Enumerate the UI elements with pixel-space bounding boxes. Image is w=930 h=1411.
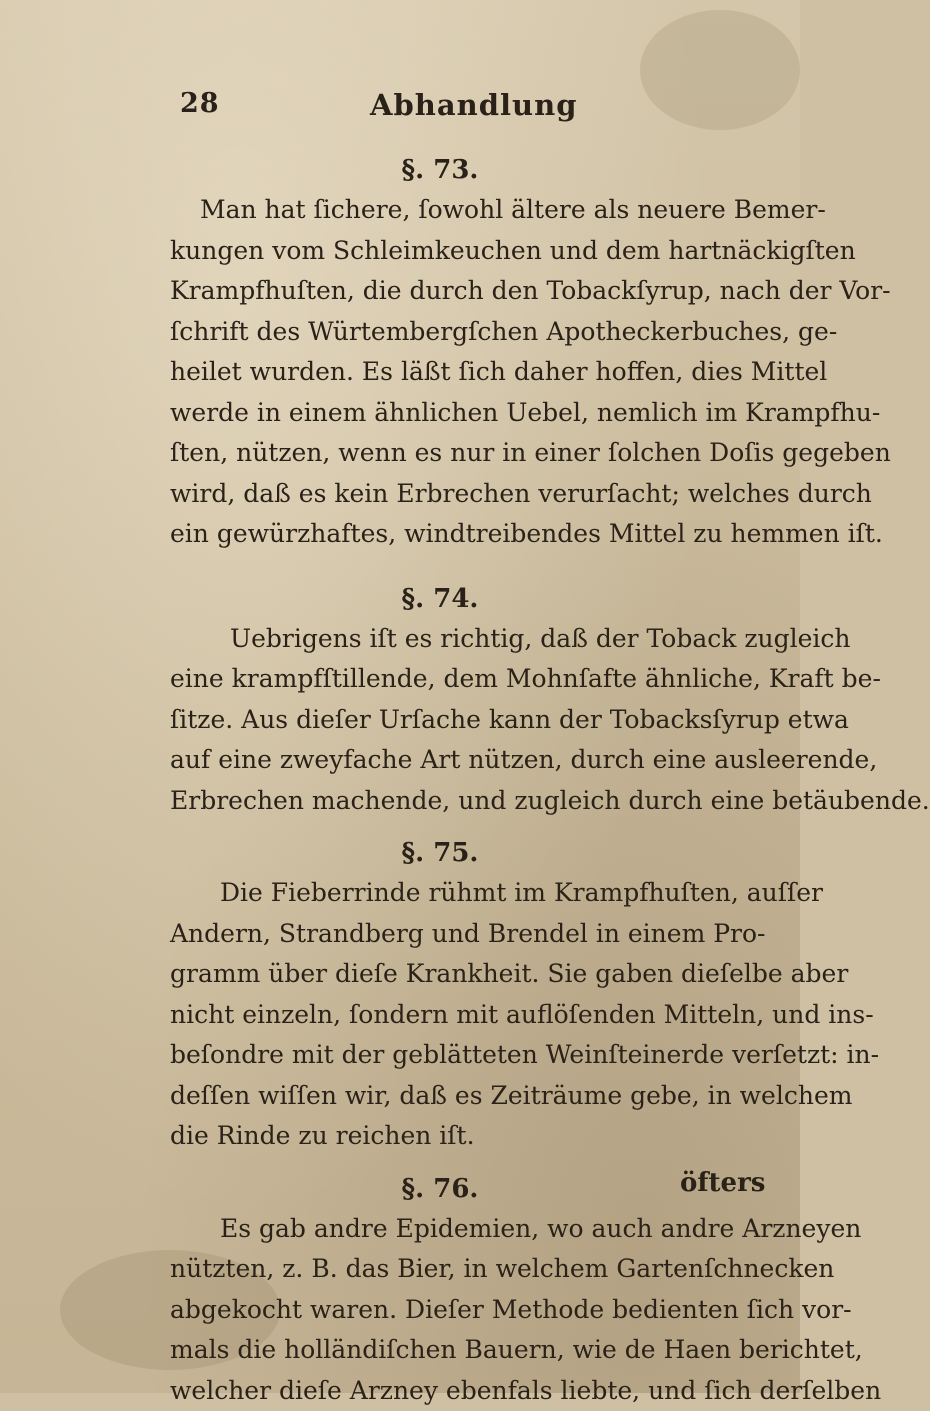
spacer (190, 555, 780, 579)
text-line: nicht einzeln, ſondern mit auflöſenden Mitteln, und ins- (170, 995, 780, 1036)
text-line: Krampfhuſten, die durch den Tobackſyrup, nach der Vor- (170, 271, 780, 312)
text-line: welcher dieſe Arzney ebenfals liebte, und ſich derſelben (170, 1371, 780, 1411)
text-line: ſitze. Aus dieſer Urſache kann der Tobacksſyrup etwa (170, 700, 780, 741)
text-line: Andern, Strandberg und Brendel in einem Pro- (170, 914, 780, 955)
page-header (180, 88, 600, 128)
text-line: mals die holländiſchen Bauern, wie de Haen berichtet, (170, 1330, 780, 1371)
text-line: wird, daß es kein Erbrechen verurſacht; welches durch (170, 474, 780, 515)
text-line: ein gewürzhaftes, windtreibendes Mittel zu hemmen iſt. (170, 514, 780, 555)
text-line: eine krampfſtillende, dem Mohnſafte ähnliche, Kraft be- (170, 659, 780, 700)
text-line: Die Fieberrinde rühmt im Krampfhuſten, auſſer (190, 873, 780, 914)
text-line: kungen vom Schleimkeuchen und dem hartnäckigſten (170, 231, 780, 272)
paper-stain (640, 10, 800, 130)
text-line: Uebrigens iſt es richtig, daß der Toback zugleich (190, 619, 780, 660)
text-line: beſondre mit der geblätteten Weinſteinerde verſetzt: in- (170, 1035, 780, 1076)
text-line: Erbrechen machende, und zugleich durch eine betäubende. (170, 781, 780, 822)
text-line: Man hat ſichere, ſowohl ältere als neuere Bemer- (190, 190, 780, 231)
text-line: werde in einem ähnlichen Uebel, nemlich im Krampfhu- (170, 393, 780, 434)
spacer (190, 821, 780, 833)
text-line: gramm über dieſe Krankheit. Sie gaben dieſelbe aber (170, 954, 780, 995)
paragraph (190, 619, 780, 822)
text-line: die Rinde zu reichen iſt. (170, 1116, 780, 1157)
catchword: öfters (680, 1168, 765, 1198)
section-heading: §. 74. (190, 579, 780, 619)
text-line: nützten, z. B. das Bier, in welchem Gartenſchnecken (170, 1249, 780, 1290)
running-head: Abhandlung (370, 88, 577, 122)
text-line: ſchrift des Würtembergſchen Apotheckerbuches, ge- (170, 312, 780, 353)
paragraph (190, 190, 780, 555)
text-line: auf eine zweyfache Art nützen, durch eine ausleerende, (170, 740, 780, 781)
text-line: Es gab andre Epidemien, wo auch andre Arzneyen (190, 1209, 780, 1250)
page-body (190, 150, 780, 1411)
spacer (190, 1157, 780, 1169)
text-line: heilet wurden. Es läßt ſich daher hoffen, dies Mittel (170, 352, 780, 393)
section-heading: §. 76. (190, 1169, 780, 1209)
paragraph (190, 873, 780, 1157)
text-line: abgekocht waren. Dieſer Methode bedienten ſich vor- (170, 1290, 780, 1331)
section-heading: §. 75. (190, 833, 780, 873)
paragraph (190, 1209, 780, 1411)
text-line: ſten, nützen, wenn es nur in einer ſolchen Doſis gegeben (170, 433, 780, 474)
text-line: deſſen wiſſen wir, daß es Zeiträume gebe, in welchem (170, 1076, 780, 1117)
page-number: 28 (180, 88, 220, 119)
section-heading: §. 73. (190, 150, 780, 190)
